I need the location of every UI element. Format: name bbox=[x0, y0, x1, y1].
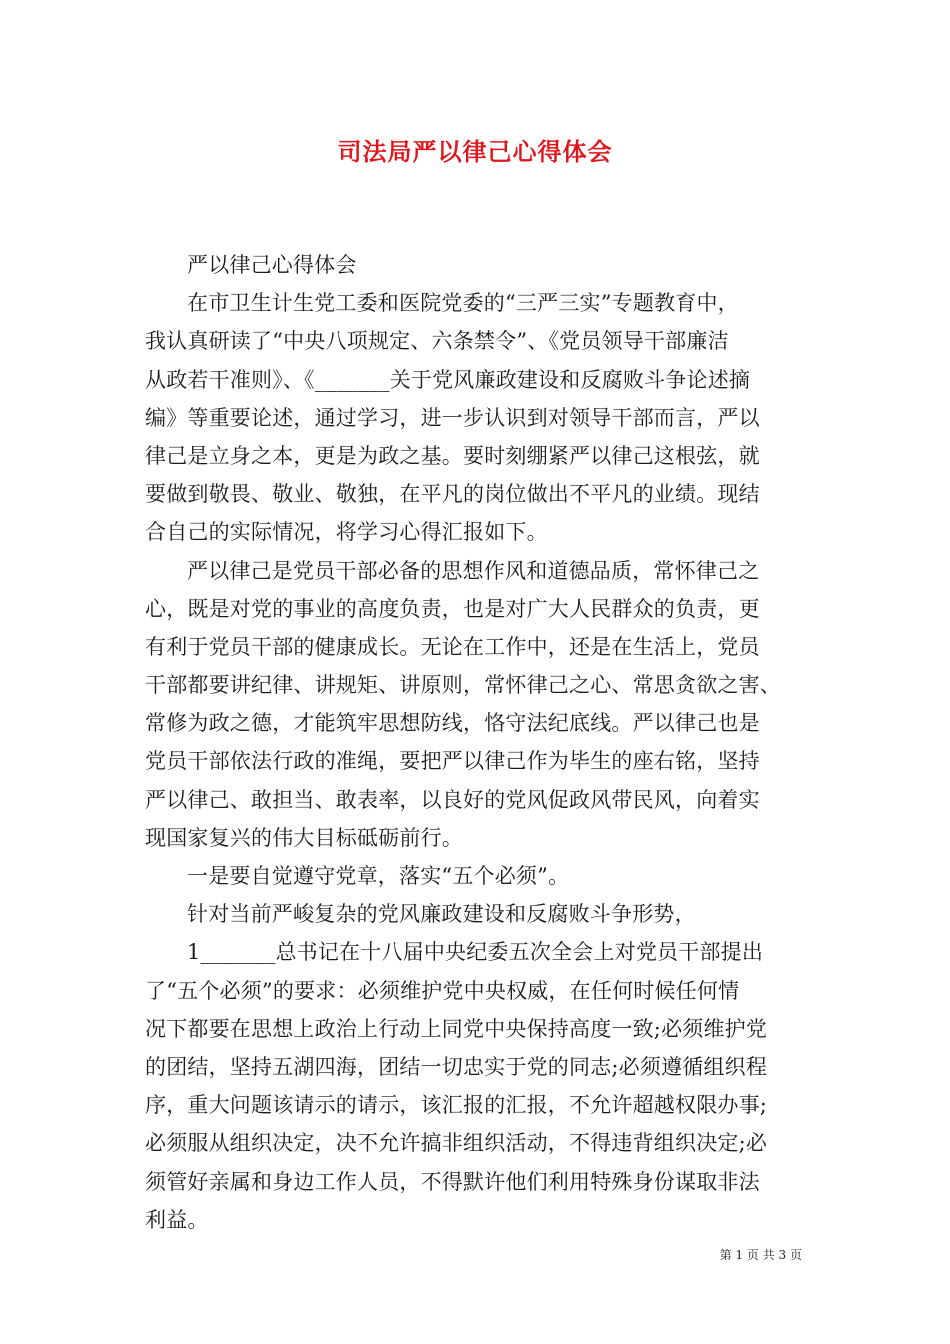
document-body bbox=[145, 246, 805, 1239]
text-line: 干部都要讲纪律、讲规矩、讲原则，常怀律己之心、常思贪欲之害、 bbox=[145, 673, 781, 698]
text-line: 党员干部依法行政的准绳，要把严以律己作为毕生的座右铭，坚持 bbox=[145, 749, 760, 774]
text-line: 编》等重要论述，通过学习，进一步认识到对领导干部而言，严以 bbox=[145, 405, 760, 430]
text-line: 的团结，坚持五湖四海，团结一切忠实于党的同志;必须遵循组织程 bbox=[145, 1054, 768, 1079]
text-line: 常修为政之德，才能筑牢思想防线，恪守法纪底线。严以律己也是 bbox=[145, 711, 760, 736]
text-line: 现国家复兴的伟大目标砥砺前行。 bbox=[145, 825, 463, 850]
text-line: 心，既是对党的事业的高度负责，也是对广大人民群众的负责，更 bbox=[145, 596, 760, 621]
text-line: 必须服从组织决定，决不允许搞非组织活动，不得违背组织决定;必 bbox=[145, 1131, 768, 1156]
text-line: 严以律己、敢担当、敢表率，以良好的党风促政风带民风，向着实 bbox=[145, 787, 760, 812]
text-line: 严以律己是党员干部必备的思想作风和道德品质，常怀律己之 bbox=[187, 558, 760, 583]
text-line: 1_______总书记在十八届中央纪委五次全会上对党员干部提出 bbox=[187, 940, 764, 965]
text-line: 须管好亲属和身边工作人员，不得默许他们利用特殊身份谋取非法 bbox=[145, 1169, 760, 1194]
text-line: 要做到敬畏、敬业、敬独，在平凡的岗位做出不平凡的业绩。现结 bbox=[145, 482, 760, 507]
text-line: 了“五个必须”的要求：必须维护党中央权威，在任何时候任何情 bbox=[145, 978, 740, 1003]
text-line: 序，重大问题该请示的请示，该汇报的汇报，不允许超越权限办事; bbox=[145, 1093, 768, 1118]
document-title: 司法局严以律己心得体会 bbox=[337, 138, 613, 166]
text-line: 严以律己心得体会 bbox=[187, 253, 357, 277]
text-line: 一是要自觉遵守党章，落实“五个必须”。 bbox=[187, 864, 570, 888]
text-line: 从政若干准则》、《_______关于党风廉政建设和反腐败斗争论述摘 bbox=[145, 367, 751, 392]
text-line: 我认真研读了“中央八项规定、六条禁令”、《党员领导干部廉洁 bbox=[145, 329, 729, 354]
text-line: 针对当前严峻复杂的党风廉政建设和反腐败斗争形势， bbox=[187, 902, 696, 927]
page-footer: 第 1 页 共 3 页 bbox=[719, 1248, 802, 1262]
text-line: 有利于党员干部的健康成长。无论在工作中，还是在生活上，党员 bbox=[145, 634, 760, 659]
text-line: 律己是立身之本，更是为政之基。要时刻绷紧严以律己这根弦，就 bbox=[145, 443, 760, 468]
text-line: 在市卫生计生党工委和医院党委的“三严三实”专题教育中， bbox=[187, 291, 739, 316]
text-line: 合自己的实际情况，将学习心得汇报如下。 bbox=[145, 520, 548, 545]
text-line: 况下都要在思想上政治上行动上同党中央保持高度一致;必须维护党 bbox=[145, 1016, 768, 1041]
text-line: 利益。 bbox=[145, 1207, 209, 1232]
